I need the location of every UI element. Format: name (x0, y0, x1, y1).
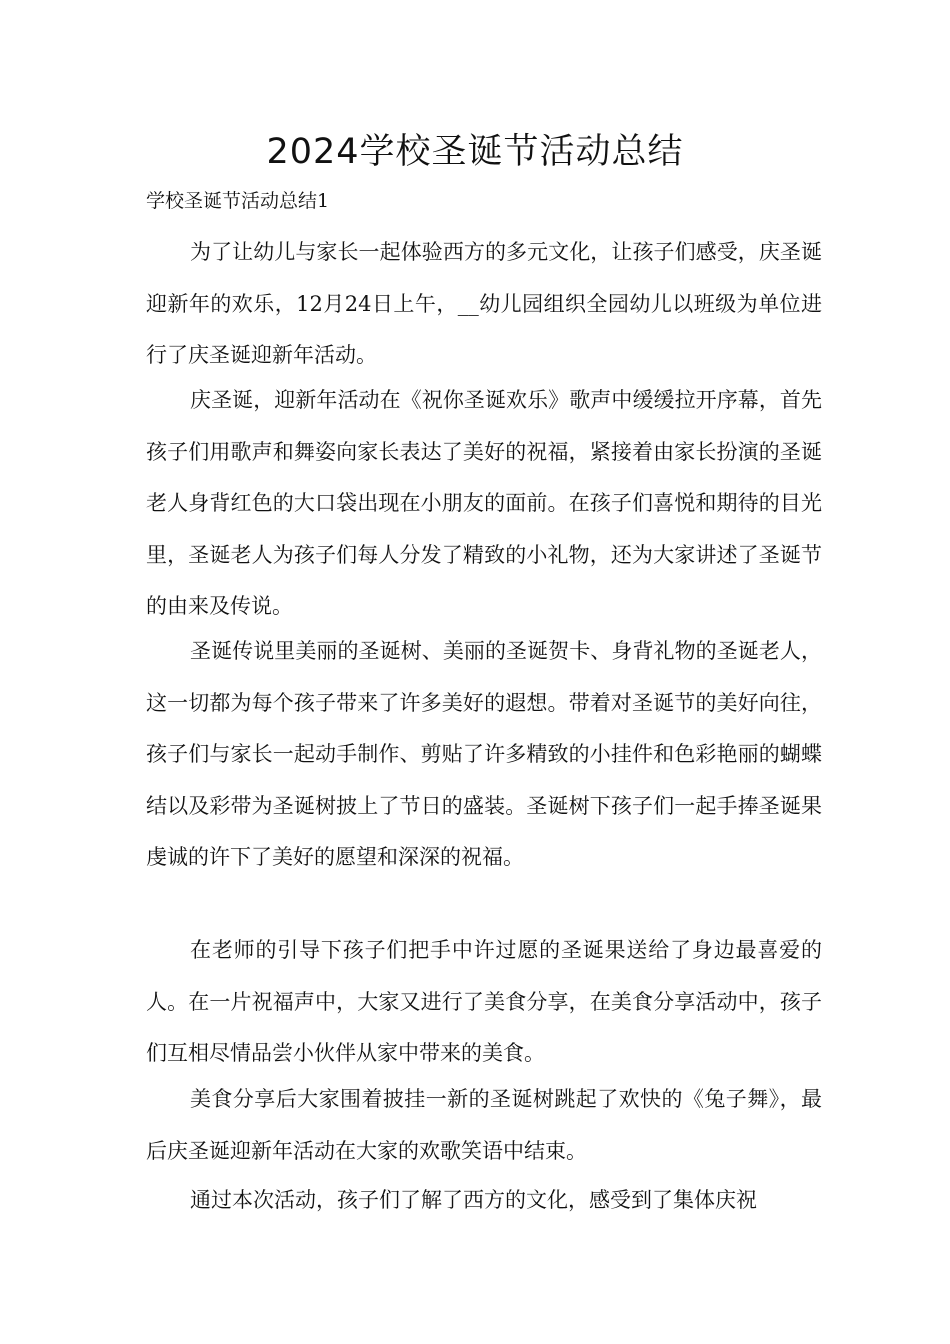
paragraph: 通过本次活动，孩子们了解了西方的文化，感受到了集体庆祝 (190, 1188, 757, 1212)
section-heading: 学校圣诞节活动总结1 (146, 190, 330, 212)
paragraph: 圣诞传说里美丽的圣诞树、美丽的圣诞贺卡、身背礼物的圣诞老人，这一切都为每个孩子带来了许多美好的遐想。带着对圣诞节的美好向往，孩子们与家长一起动手制作、剪贴了许多精致的小挂件和色彩艳丽的蝴蝶结以及彩带为圣诞树披上了节日的盛装。圣诞树下孩子们一起手捧圣诞果虔诚的许下了美好的愿望和深深的祝福。 (146, 639, 822, 870)
paragraph: 美食分享后大家围着披挂一新的圣诞树跳起了欢快的《兔子舞》，最后庆圣诞迎新年活动在大家的欢歌笑语中结束。 (146, 1087, 822, 1163)
paragraph: 在老师的引导下孩子们把手中许过愿的圣诞果送给了身边最喜爱的人。在一片祝福声中，大家又进行了美食分享，在美食分享活动中，孩子们互相尽情品尝小伙伴从家中带来的美食。 (146, 938, 822, 1066)
paragraph: 庆圣诞，迎新年活动在《祝你圣诞欢乐》歌声中缓缓拉开序幕，首先孩子们用歌声和舞姿向家长表达了美好的祝福，紧接着由家长扮演的圣诞老人身背红色的大口袋出现在小朋友的面前。在孩子们喜悦和期待的目光里，圣诞老人为孩子们每人分发了精致的小礼物，还为大家讲述了圣诞节的由来及传说。 (146, 388, 822, 619)
document-title: 2024学校圣诞节活动总结 (266, 132, 684, 172)
paragraph: 为了让幼儿与家长一起体验西方的多元文化，让孩子们感受，庆圣诞迎新年的欢乐，12月24日上午，__幼儿园组织全园幼儿以班级为单位进行了庆圣诞迎新年活动。 (146, 240, 822, 368)
